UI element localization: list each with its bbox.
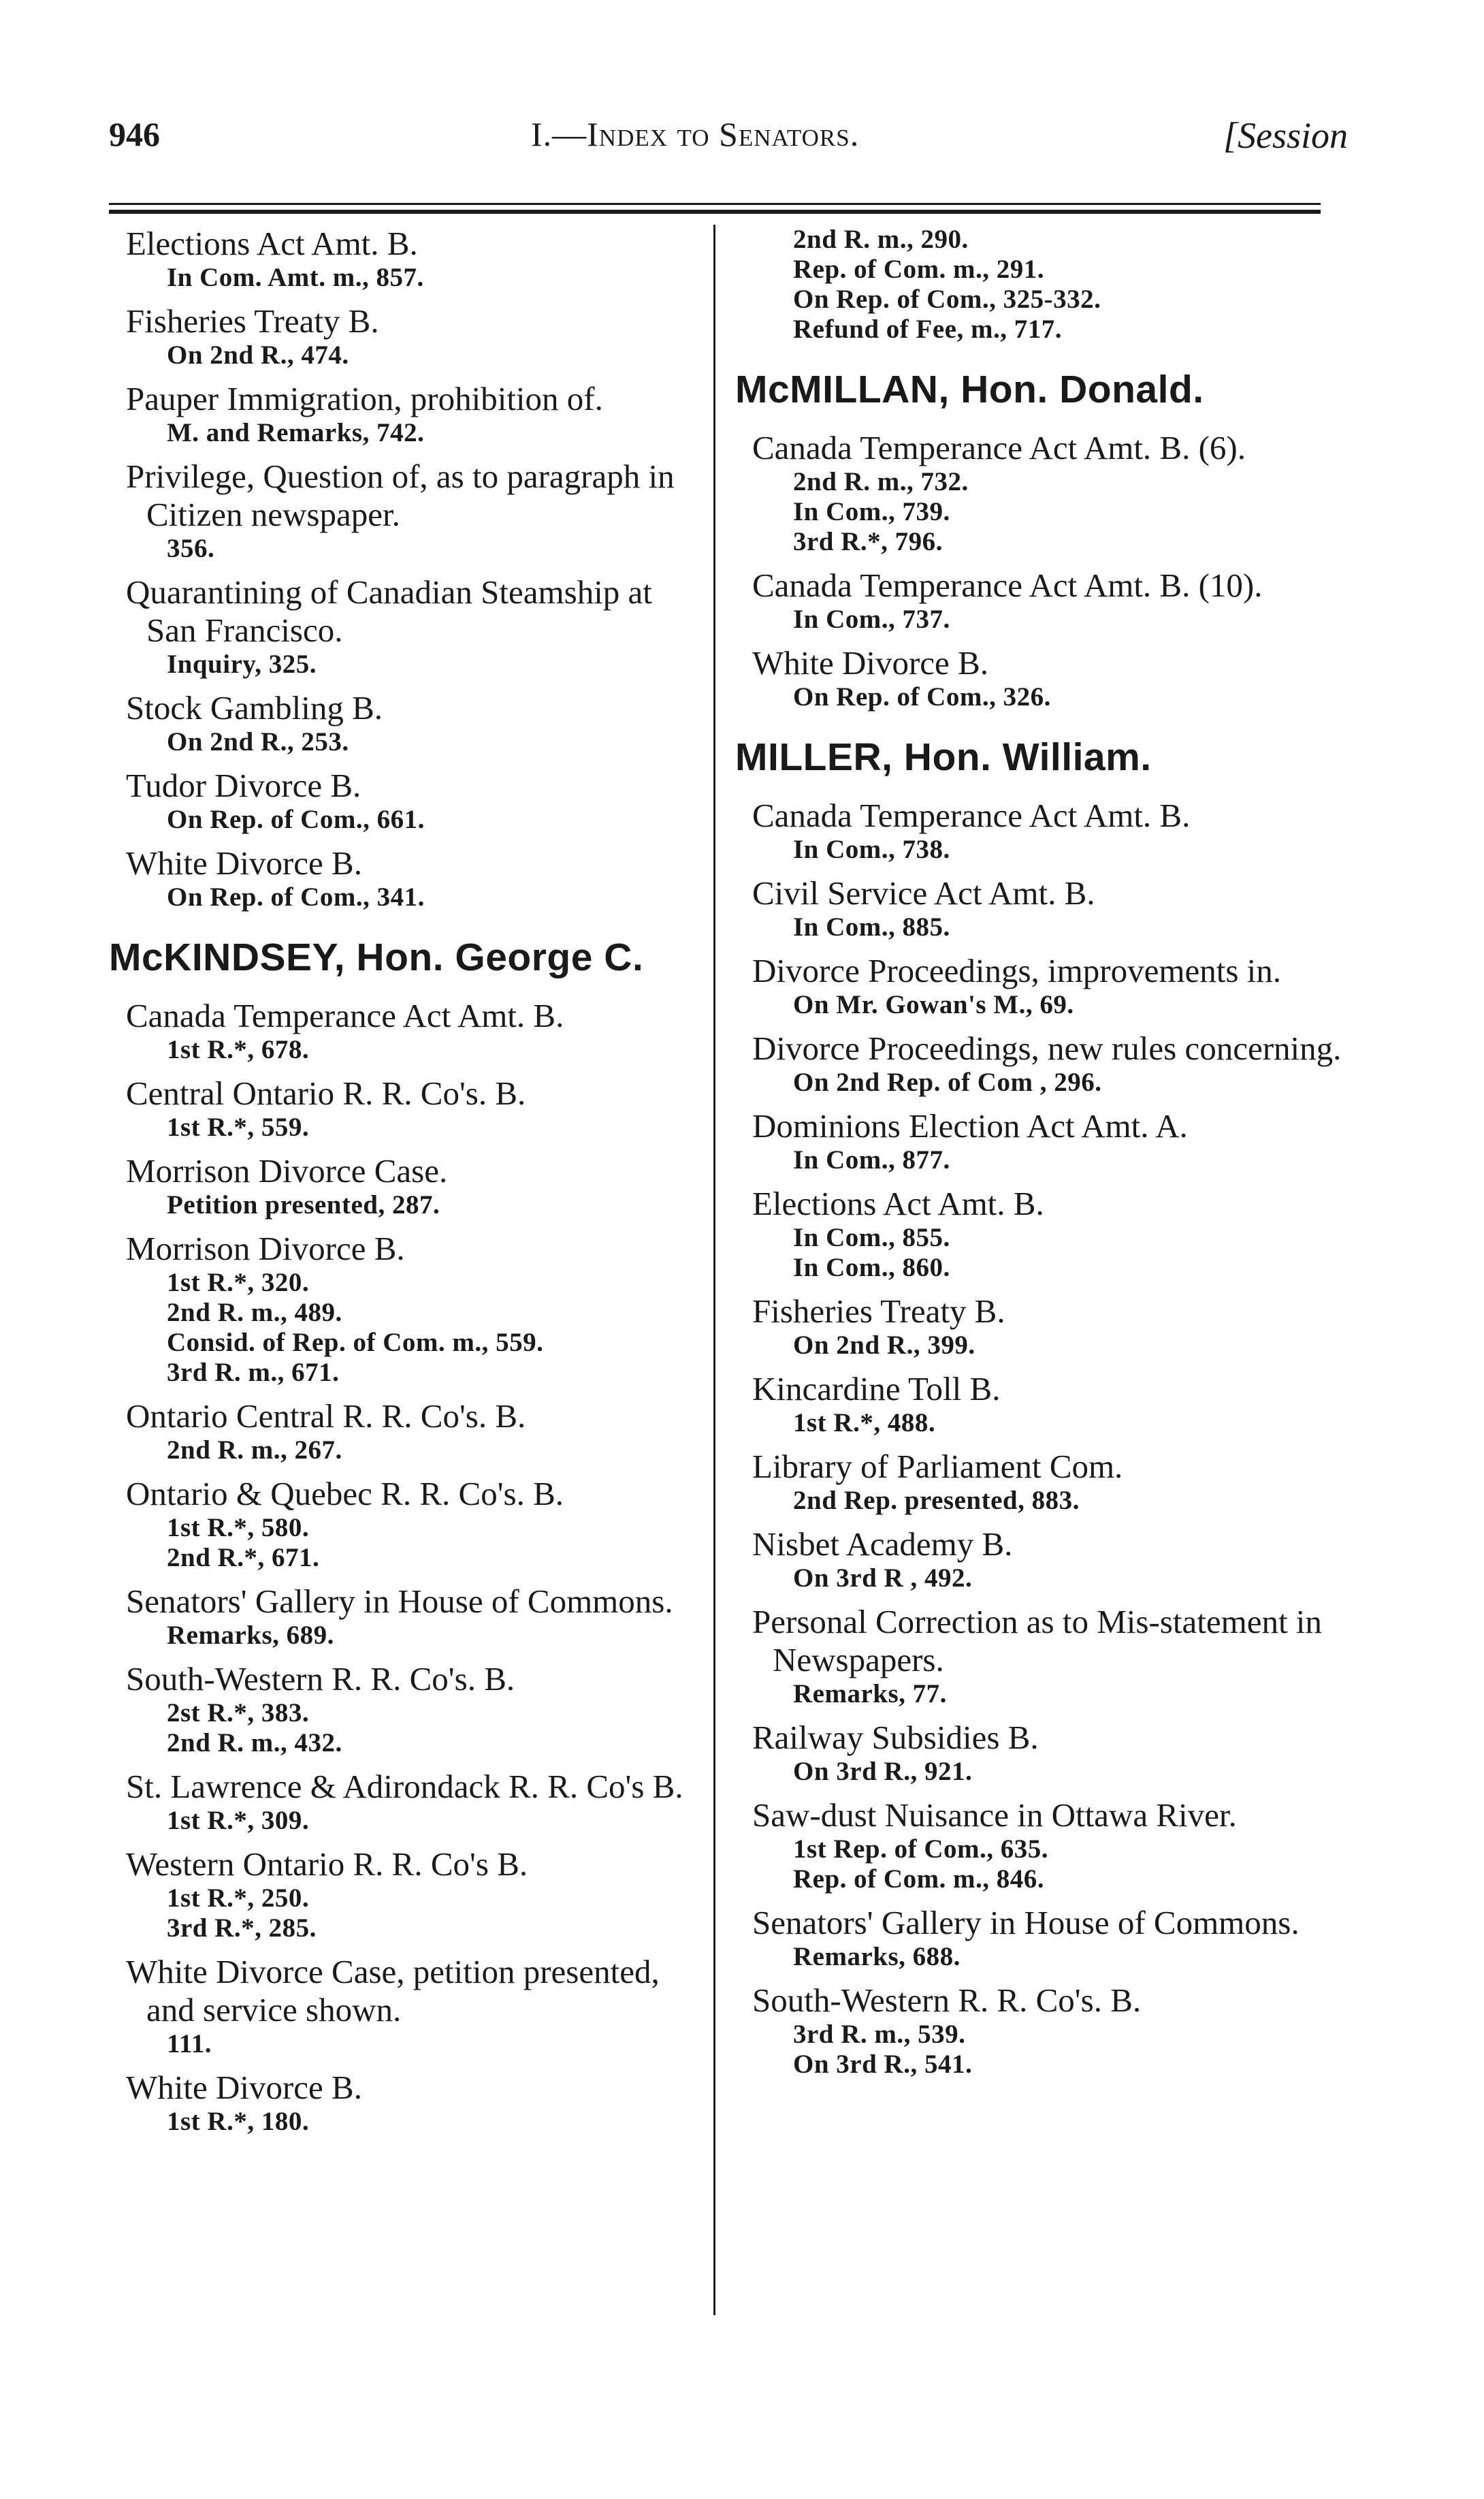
entry-title: Stock Gambling B. (126, 689, 383, 727)
entry-title: Library of Parliament Com. (752, 1448, 1123, 1485)
entry-title: South-Western R. R. Co's. B. (752, 1981, 1142, 2019)
entry-references (106, 1035, 705, 1065)
entry-reference: On 2nd R., 474. (167, 340, 349, 370)
entry-references (106, 263, 705, 293)
entry-reference: M. and Remarks, 742. (167, 418, 425, 447)
index-entry (732, 1030, 1344, 1098)
entry-references (106, 2107, 705, 2137)
entry-references (732, 1563, 1344, 1593)
entry-reference: 2nd R.*, 671. (167, 1543, 320, 1572)
entry-references (732, 467, 1344, 557)
index-entry (106, 767, 705, 835)
index-entry (106, 1475, 705, 1573)
entry-reference: 3rd R.*, 285. (167, 1913, 317, 1943)
entry-references (732, 1679, 1344, 1709)
entry-references (106, 1698, 705, 1758)
index-entry (106, 2069, 705, 2137)
entry-title: St. Lawrence & Adirondack R. R. Co's B. (126, 1768, 683, 1805)
index-entry (106, 1075, 705, 1143)
entry-references (732, 1486, 1344, 1516)
entry-reference: 1st R.*, 250. (167, 1883, 310, 1913)
entry-title: Privilege, Question of, as to paragraph in Citizen newspaper. (126, 458, 675, 533)
entry-references (732, 1068, 1344, 1098)
entry-references (106, 882, 705, 912)
entry-reference: 2nd Rep. presented, 883. (793, 1486, 1080, 1515)
entry-references (106, 805, 705, 835)
entry-reference: 1st R.*, 559. (167, 1113, 310, 1142)
entry-title: Divorce Proceedings, improvements in. (752, 952, 1282, 989)
entry-reference: In Com., 860. (793, 1253, 950, 1282)
entry-reference: 2nd R. m., 267. (167, 1435, 342, 1465)
entry-reference: 1st R.*, 678. (167, 1035, 310, 1064)
entries-continued (732, 225, 1344, 345)
entry-title: Western Ontario R. R. Co's B. (126, 1845, 528, 1883)
entry-title: Fisheries Treaty B. (752, 1292, 1005, 1330)
entry-references (732, 2020, 1344, 2080)
right-column (732, 225, 1344, 2089)
entry-references (106, 1806, 705, 1836)
entry-title: White Divorce B. (126, 2069, 362, 2106)
entry-references (106, 1113, 705, 1143)
entry-references (106, 1883, 705, 1943)
index-entry (106, 1845, 705, 1943)
entry-reference: On 2nd R., 399. (793, 1331, 975, 1360)
entry-title: Divorce Proceedings, new rules concerning. (752, 1030, 1342, 1067)
entry-title: Ontario Central R. R. Co's. B. (126, 1397, 526, 1435)
index-entry (732, 429, 1344, 557)
entry-reference: In Com. Amt. m., 857. (167, 263, 424, 292)
entry-reference: 2nd R. m., 432. (167, 1728, 342, 1757)
index-entry (732, 1719, 1344, 1787)
entry-reference: Refund of Fee, m., 717. (793, 315, 1062, 344)
entry-reference: On Mr. Gowan's M., 69. (793, 990, 1074, 1019)
entry-references (732, 682, 1344, 712)
entry-reference: On 2nd R., 253. (167, 727, 349, 757)
entry-reference: In Com., 855. (793, 1223, 950, 1252)
entry-reference: On 3rd R , 492. (793, 1563, 973, 1593)
entry-references (106, 534, 705, 564)
senator-heading: McKINDSEY, Hon. George C. (109, 936, 644, 979)
entry-references (106, 418, 705, 448)
entry-references (732, 605, 1344, 635)
entry-title: Fisheries Treaty B. (126, 302, 379, 340)
entry-reference: 1st R.*, 180. (167, 2107, 310, 2136)
entry-references (106, 1513, 705, 1573)
index-entry (732, 1796, 1344, 1894)
index-entry (106, 573, 705, 680)
entry-title: White Divorce B. (126, 844, 362, 882)
entry-reference: On 3rd R., 921. (793, 1757, 973, 1786)
entry-reference: 3rd R.*, 796. (793, 527, 943, 556)
entry-references (732, 1757, 1344, 1787)
entry-references (732, 1223, 1344, 1283)
index-entry (106, 302, 705, 370)
entries-continued (106, 225, 705, 912)
senator-heading: MILLER, Hon. William. (735, 735, 1152, 779)
index-entry (732, 1603, 1344, 1709)
entry-title: Kincardine Toll B. (752, 1370, 1001, 1407)
senator-entries (732, 797, 1344, 2080)
entry-reference: Consid. of Rep. of Com. m., 559. (167, 1328, 544, 1357)
entry-title: Canada Temperance Act Amt. B. (126, 997, 564, 1034)
entry-reference: Rep. of Com. m., 291. (793, 255, 1045, 284)
entry-reference: In Com., 885. (793, 912, 950, 942)
index-entry (732, 1448, 1344, 1516)
entry-references (732, 990, 1344, 1020)
column-divider (713, 225, 715, 2315)
entry-reference: On Rep. of Com., 325-332. (793, 285, 1101, 314)
entry-reference: On 2nd Rep. of Com , 296. (793, 1068, 1102, 1097)
entry-reference: Inquiry, 325. (167, 650, 317, 679)
entry-references (732, 1408, 1344, 1438)
header-rule-thin (109, 203, 1321, 205)
session-label: [Session (1223, 115, 1348, 156)
entry-title: Tudor Divorce B. (126, 767, 361, 804)
entry-reference: 2st R.*, 383. (167, 1698, 310, 1728)
index-entry (106, 1768, 705, 1836)
entry-title: Senators' Gallery in House of Commons. (126, 1582, 673, 1620)
index-entry (106, 1660, 705, 1758)
running-title: I.—Index to Senators. (531, 115, 860, 153)
entry-references (106, 1621, 705, 1651)
entry-reference: 2nd R. m., 732. (793, 467, 969, 496)
entry-title: Ontario & Quebec R. R. Co's. B. (126, 1475, 564, 1512)
entry-title: Canada Temperance Act Amt. B. (752, 797, 1191, 834)
entry-reference: On Rep. of Com., 341. (167, 882, 425, 912)
entry-reference: 3rd R. m., 671. (167, 1358, 340, 1387)
index-entry (732, 644, 1344, 712)
entry-title: Quarantining of Canadian Steamship at San Francisco. (126, 573, 652, 649)
entry-reference: In Com., 739. (793, 497, 950, 526)
entry-reference: In Com., 737. (793, 605, 950, 634)
entry-title: Canada Temperance Act Amt. B. (6). (752, 429, 1246, 466)
index-entry (732, 225, 1344, 345)
index-entry (106, 1152, 705, 1220)
entry-reference: 3rd R. m., 539. (793, 2020, 966, 2049)
entry-reference: 356. (167, 534, 215, 563)
entry-references (106, 2029, 705, 2059)
senator-heading: McMILLAN, Hon. Donald. (735, 368, 1204, 411)
index-entry (106, 458, 705, 564)
entry-title: South-Western R. R. Co's. B. (126, 1660, 515, 1698)
senator-entries (732, 429, 1344, 712)
entry-reference: 1st R.*, 488. (793, 1408, 936, 1437)
entry-title: Nisbet Academy B. (752, 1525, 1013, 1563)
entry-references (106, 650, 705, 680)
entry-title: Civil Service Act Amt. B. (752, 874, 1095, 912)
entry-reference: Remarks, 77. (793, 1679, 947, 1708)
entry-title: Pauper Immigration, prohibition of. (126, 380, 603, 417)
index-entry (732, 952, 1344, 1020)
entry-title: Morrison Divorce Case. (126, 1152, 448, 1190)
entry-title: Dominions Election Act Amt. A. (752, 1107, 1188, 1145)
index-entry (106, 380, 705, 448)
index-entry (732, 1370, 1344, 1438)
index-entry (732, 1292, 1344, 1360)
entry-reference: 2nd R. m., 489. (167, 1298, 342, 1327)
entry-reference: 111. (167, 2029, 212, 2058)
index-entry (106, 1953, 705, 2059)
entry-title: White Divorce B. (752, 644, 988, 682)
index-entry (106, 689, 705, 757)
entry-references (732, 1942, 1344, 1972)
entry-reference: Rep. of Com. m., 846. (793, 1864, 1045, 1894)
entry-reference: On Rep. of Com., 661. (167, 805, 425, 834)
entry-references (106, 727, 705, 757)
entry-references (106, 1190, 705, 1220)
entry-reference: 2nd R. m., 290. (793, 225, 969, 254)
index-entry (106, 1230, 705, 1388)
entry-references (106, 340, 705, 370)
entry-title: White Divorce Case, petition presented, and service shown. (126, 1953, 660, 2028)
entry-references (732, 835, 1344, 865)
entry-title: Morrison Divorce B. (126, 1230, 405, 1267)
entry-references (106, 1435, 705, 1465)
index-entry (732, 1981, 1344, 2080)
entry-references (732, 225, 1344, 345)
index-entry (106, 1582, 705, 1651)
entry-title: Saw-dust Nuisance in Ottawa River. (752, 1796, 1237, 1834)
entry-title: Senators' Gallery in House of Commons. (752, 1904, 1300, 1941)
entry-title: Personal Correction as to Mis-statement in Newspapers. (752, 1603, 1322, 1678)
page-number: 946 (109, 115, 160, 153)
index-entry (732, 567, 1344, 635)
entry-reference: 1st Rep. of Com., 635. (793, 1834, 1048, 1864)
entry-title: Railway Subsidies B. (752, 1719, 1039, 1756)
senator-entries (106, 997, 705, 2137)
running-header (109, 114, 1348, 176)
entry-title: Central Ontario R. R. Co's. B. (126, 1075, 526, 1112)
index-entry (732, 1904, 1344, 1972)
entry-references (732, 1145, 1344, 1175)
index-entry (732, 797, 1344, 865)
entry-reference: Remarks, 688. (793, 1942, 961, 1971)
entry-reference: In Com., 877. (793, 1145, 950, 1175)
entry-reference: 1st R.*, 320. (167, 1268, 310, 1297)
entry-references (732, 1331, 1344, 1360)
entry-reference: Remarks, 689. (167, 1621, 334, 1650)
entry-reference: On Rep. of Com., 326. (793, 682, 1051, 712)
index-entry (106, 997, 705, 1065)
entry-title: Elections Act Amt. B. (126, 225, 418, 262)
entry-references (732, 912, 1344, 942)
index-entry (106, 844, 705, 912)
left-column (106, 225, 705, 2146)
index-entry (106, 225, 705, 293)
entry-reference: In Com., 738. (793, 835, 950, 864)
index-entry (732, 874, 1344, 942)
index-entry (732, 1525, 1344, 1593)
index-entry (732, 1107, 1344, 1175)
entry-references (732, 1834, 1344, 1894)
index-entry (106, 1397, 705, 1465)
entry-title: Canada Temperance Act Amt. B. (10). (752, 567, 1263, 604)
index-entry (732, 1185, 1344, 1283)
entry-reference: Petition presented, 287. (167, 1190, 440, 1220)
entry-references (106, 1268, 705, 1388)
entry-title: Elections Act Amt. B. (752, 1185, 1044, 1222)
entry-reference: On 3rd R., 541. (793, 2050, 973, 2079)
entry-reference: 1st R.*, 309. (167, 1806, 310, 1835)
entry-reference: 1st R.*, 580. (167, 1513, 310, 1542)
header-rule-thick (109, 210, 1321, 214)
